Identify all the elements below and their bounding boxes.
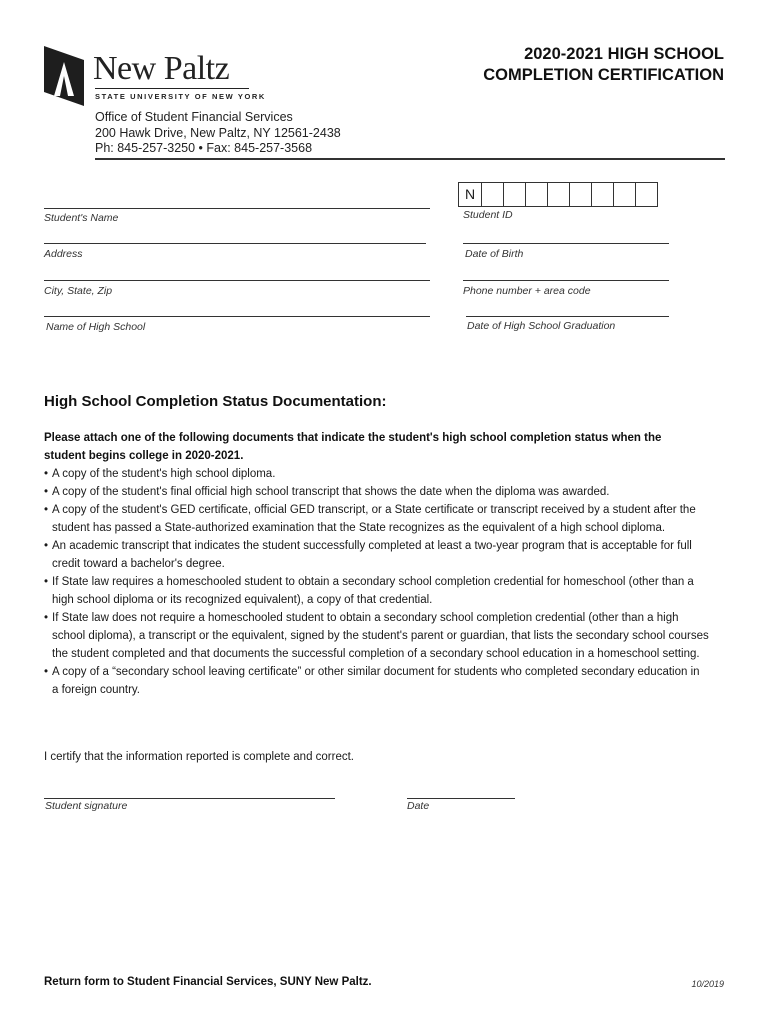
- bullet-icon: •: [44, 576, 49, 588]
- student-id-digit[interactable]: [481, 183, 503, 206]
- form-title-line1: 2020-2021 HIGH SCHOOL: [524, 45, 724, 63]
- list-item-text: A copy of a “secondary school leaving certificate” or other similar document for students who completed secondary education in: [52, 666, 700, 678]
- city-state-zip-field[interactable]: [44, 280, 430, 281]
- list-item-text: A copy of the student's final official high school transcript that shows the date when the diploma was awarded.: [52, 486, 610, 498]
- student-signature-field[interactable]: [44, 798, 335, 799]
- list-item: [44, 537, 734, 573]
- instructions-line1: Please attach one of the following documents that indicate the student's high school completion status when the: [44, 432, 662, 444]
- logo-subtitle: STATE UNIVERSITY OF NEW YORK: [95, 92, 266, 101]
- student-name-label: Student's Name: [44, 212, 119, 224]
- student-id-prefix: N: [464, 186, 476, 202]
- bullet-icon: •: [44, 540, 49, 552]
- student-id-digit[interactable]: [503, 183, 525, 206]
- student-id-digit[interactable]: [635, 183, 657, 206]
- date-of-birth-label: Date of Birth: [465, 248, 524, 260]
- bullet-icon: •: [44, 504, 49, 516]
- student-id-digit[interactable]: [547, 183, 569, 206]
- high-school-name-label: Name of High School: [46, 321, 146, 333]
- new-paltz-logo-icon: [44, 46, 84, 106]
- list-item-text: high school diploma or its recognized equivalent), a copy of that credential.: [52, 594, 433, 606]
- address-field[interactable]: [44, 243, 426, 244]
- bullet-icon: •: [44, 612, 49, 624]
- office-phone-fax: Ph: 845-257-3250 • Fax: 845-257-3568: [95, 141, 313, 155]
- list-item: [44, 465, 734, 483]
- logo-wordmark: New Paltz: [93, 50, 230, 87]
- list-item-text: school diploma), a transcript or the equivalent, signed by the student's parent or guardian, that lists the secondary school courses: [52, 630, 709, 642]
- bullet-icon: •: [44, 666, 49, 678]
- office-street: 200 Hawk Drive, New Paltz, NY 12561-2438: [95, 125, 341, 140]
- section-title: High School Completion Status Documentation:: [44, 393, 387, 410]
- revision-date: 10/2019: [691, 979, 724, 989]
- list-item-text: If State law does not require a homeschooled student to obtain a secondary school completion credential (other than a high: [52, 612, 679, 624]
- instructions-line2: student begins college in 2020-2021.: [44, 450, 244, 462]
- list-item: [44, 483, 734, 501]
- list-item-text: A copy of the student's high school diploma.: [52, 468, 276, 480]
- signature-date-field[interactable]: [407, 798, 515, 799]
- student-id-digit[interactable]: [613, 183, 635, 206]
- student-signature-label: Student signature: [45, 800, 128, 812]
- list-item-text: If State law requires a homeschooled student to obtain a secondary school completion credential for homeschool (other than a: [52, 576, 694, 588]
- list-item-text: A copy of the student's GED certificate, official GED transcript, or a State certificate or transcript received by a student after the: [52, 504, 696, 516]
- phone-number-label: Phone number + area code: [463, 285, 591, 297]
- bullet-icon: •: [44, 468, 49, 480]
- list-item: [44, 501, 734, 537]
- instructions: [44, 429, 734, 465]
- form-title: [483, 44, 724, 86]
- student-id-digit[interactable]: [525, 183, 547, 206]
- student-id-digit[interactable]: [591, 183, 613, 206]
- graduation-date-label: Date of High School Graduation: [467, 320, 616, 332]
- phone-number-field[interactable]: [463, 280, 669, 281]
- office-name: Office of Student Financial Services: [95, 110, 293, 124]
- student-id-label: Student ID: [463, 209, 513, 221]
- list-item: [44, 663, 734, 699]
- list-item: [44, 609, 734, 663]
- certification-statement: I certify that the information reported is complete and correct.: [44, 751, 355, 763]
- bullet-icon: •: [44, 486, 49, 498]
- list-item-text: student has passed a State-authorized examination that the State recognizes as the equivalent of a high school diploma.: [52, 522, 666, 534]
- list-item-text: credit toward a bachelor's degree.: [52, 558, 225, 570]
- list-item-text: the student completed and that documents the successful completion of a secondary school education in a homeschool setting.: [52, 648, 700, 660]
- logo-divider: [95, 88, 249, 89]
- high-school-name-field[interactable]: [44, 316, 430, 317]
- student-name-field[interactable]: [44, 208, 430, 209]
- signature-date-label: Date: [407, 800, 430, 812]
- document-options-list: [44, 465, 734, 699]
- student-id-field[interactable]: [458, 182, 658, 207]
- list-item-text: An academic transcript that indicates the student successfully completed at least a two-year program that is acceptable for full: [52, 540, 692, 552]
- list-item: [44, 573, 734, 609]
- form-title-line2: COMPLETION CERTIFICATION: [483, 66, 724, 84]
- date-of-birth-field[interactable]: [463, 243, 669, 244]
- student-id-digit[interactable]: [569, 183, 591, 206]
- list-item-text: a foreign country.: [52, 684, 141, 696]
- return-instructions: Return form to Student Financial Services, SUNY New Paltz.: [44, 976, 372, 988]
- graduation-date-field[interactable]: [466, 316, 669, 317]
- address-label: Address: [44, 248, 83, 260]
- office-address-block: [95, 110, 341, 157]
- city-state-zip-label: City, State, Zip: [44, 285, 113, 297]
- header-divider: [95, 158, 725, 160]
